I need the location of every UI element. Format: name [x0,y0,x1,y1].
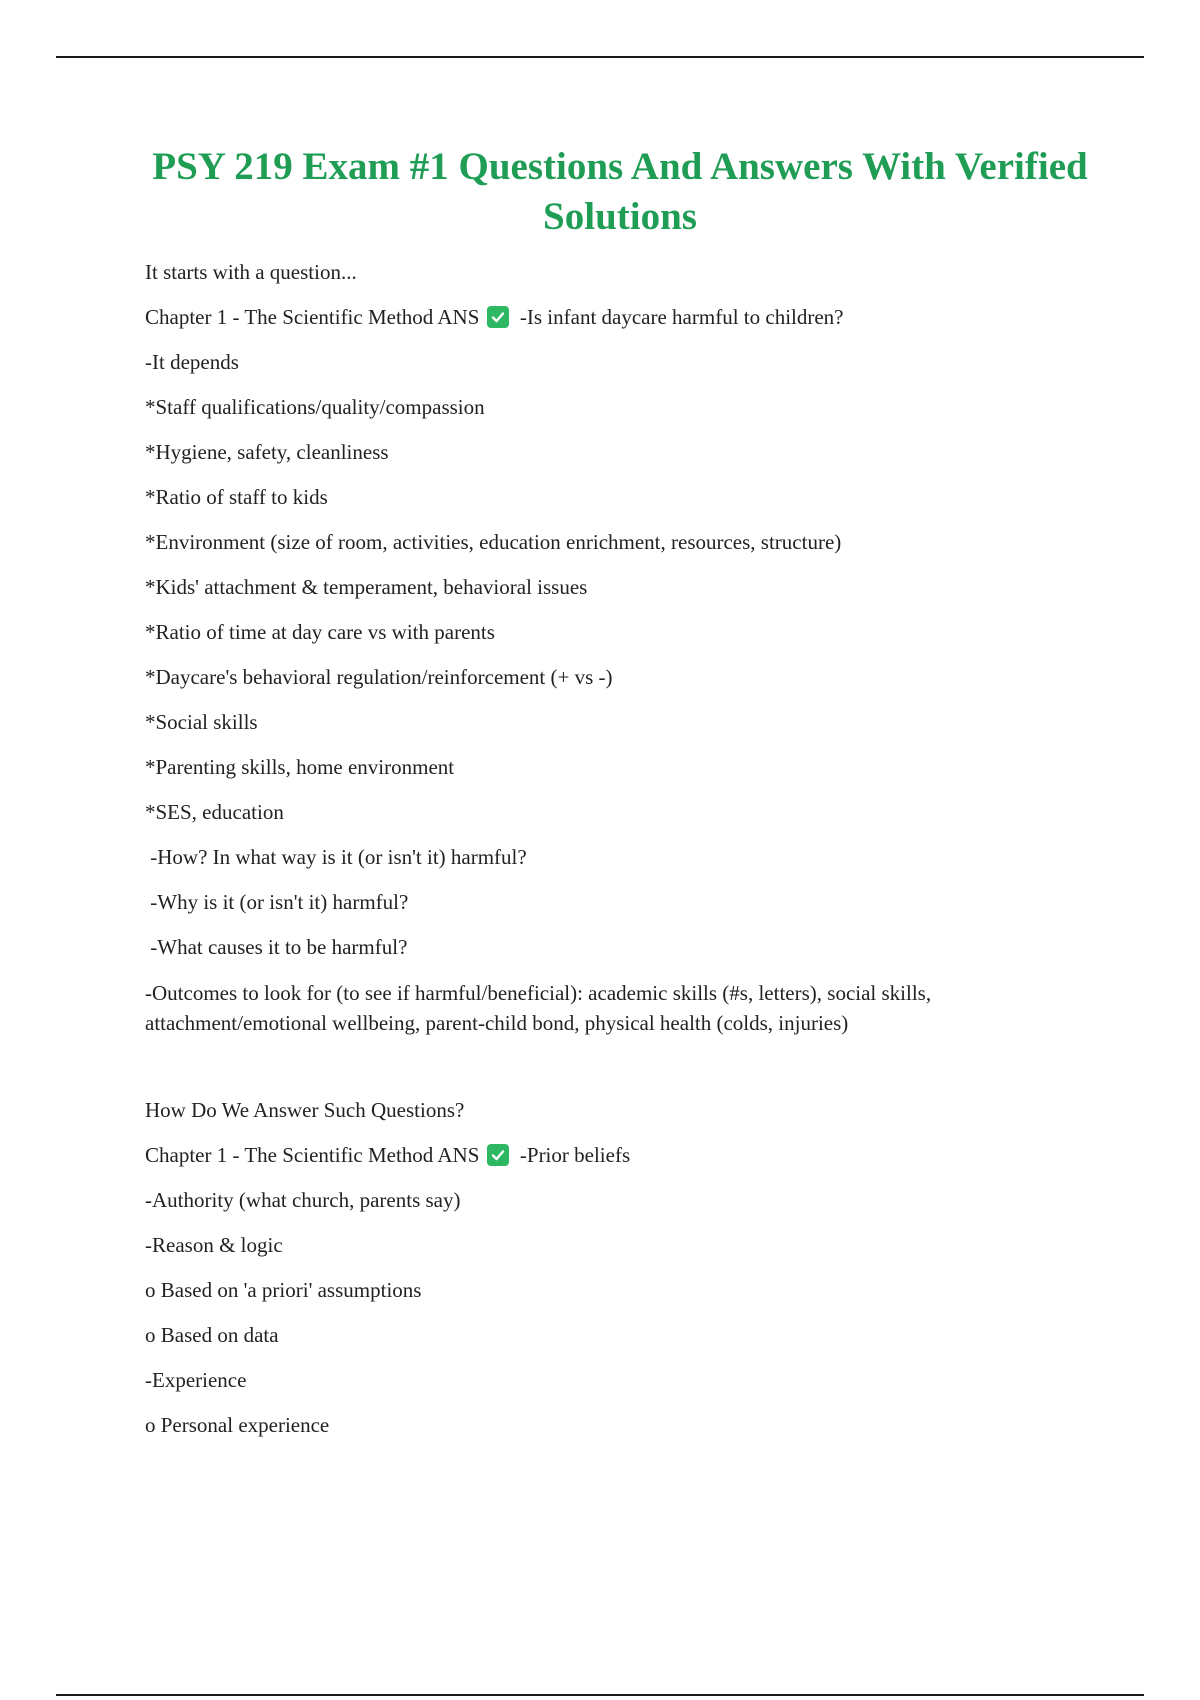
answer-line: -Experience [145,1368,247,1392]
qa-answer: -Is infant daycare harmful to children? [514,305,844,329]
answer-line: *Kids' attachment & temperament, behavioral issues [145,575,588,599]
answer-line: *Daycare's behavioral regulation/reinforcement (+ vs -) [145,665,613,689]
answer-line: -What causes it to be harmful? [145,935,408,959]
answer-line: -It depends [145,350,239,374]
answer-line: -Why is it (or isn't it) harmful? [145,890,409,914]
answer-line: *Ratio of staff to kids [145,485,328,509]
answer-line: o Personal experience [145,1413,330,1437]
qa-question: Chapter 1 - The Scientific Method ANS [145,1143,480,1167]
answer-line: *Staff qualifications/quality/compassion [145,395,485,419]
checkmark-icon [487,1144,509,1166]
answer-line: o Based on data [145,1323,279,1347]
section-heading: It starts with a question... [145,260,357,284]
qa-answer: -Prior beliefs [514,1143,631,1167]
checkmark-icon [487,306,509,328]
section-heading: How Do We Answer Such Questions? [145,1098,465,1122]
footer-rule [56,1694,1144,1696]
qa-question: Chapter 1 - The Scientific Method ANS [145,305,480,329]
answer-line: *Social skills [145,710,258,734]
answer-line: -Authority (what church, parents say) [145,1188,461,1212]
answer-line: -Reason & logic [145,1233,283,1257]
qa-line [145,1141,1065,1186]
answer-line: *Ratio of time at day care vs with parents [145,620,495,644]
answer-line: *Environment (size of room, activities, education enrichment, resources, structure) [145,530,842,554]
qa-line [145,303,1065,348]
answer-line: *Parenting skills, home environment [145,755,455,779]
document-title: PSY 219 Exam #1 Questions And Answers With Verified Solutions [152,145,1088,238]
document-body [145,258,1065,1456]
answer-paragraph: -Outcomes to look for (to see if harmful/beneficial): academic skills (#s, letters), social skills, attachment/emotional wellbeing, parent-child bond, physical health (colds, injuries) [145,981,932,1035]
answer-line: -How? In what way is it (or isn't it) harmful? [145,845,527,869]
answer-line: *SES, education [145,800,284,824]
answer-line: o Based on 'a priori' assumptions [145,1278,422,1302]
header-rule [56,56,1144,58]
answer-line: *Hygiene, safety, cleanliness [145,440,389,464]
